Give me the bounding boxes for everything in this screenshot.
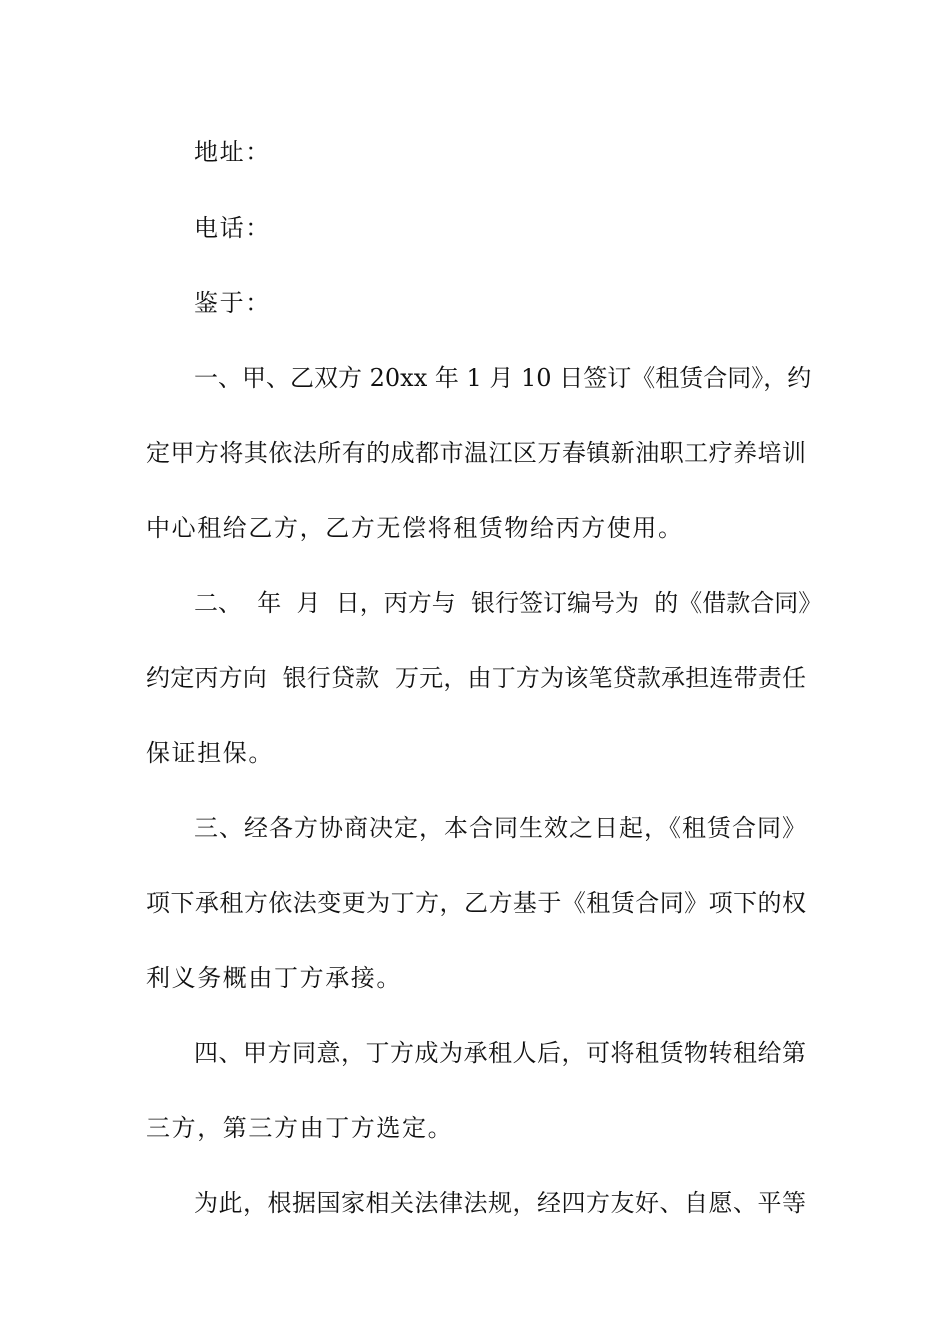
clause-3-line-2: 项下承租方依法变更为丁方，乙方基于《租赁合同》项下的权 bbox=[146, 889, 806, 917]
clause-1-line-1: 一、甲、乙双方 20xx 年 1 月 10 日签订《租赁合同》，约 bbox=[194, 364, 812, 392]
conclusion-line-1: 为此，根据国家相关法律法规，经四方友好、自愿、平等 bbox=[194, 1189, 806, 1217]
clause-2-line-3: 保证担保。 bbox=[146, 739, 274, 767]
phone-label: 电话： bbox=[194, 214, 271, 242]
clause-2-line-2: 约定丙方向 银行贷款 万元，由丁方为该笔贷款承担连带责任 bbox=[146, 664, 806, 692]
clause-4-line-2: 三方，第三方由丁方选定。 bbox=[146, 1114, 454, 1142]
address-label: 地址： bbox=[194, 138, 271, 166]
clause-1-line-2: 定甲方将其依法所有的成都市温江区万春镇新油职工疗养培训 bbox=[146, 439, 806, 467]
clause-3-line-1: 三、经各方协商决定，本合同生效之日起，《租赁合同》 bbox=[194, 814, 806, 842]
clause-3-line-3: 利义务概由丁方承接。 bbox=[146, 964, 402, 992]
clause-1-line-3: 中心租给乙方，乙方无偿将租赁物给丙方使用。 bbox=[146, 514, 684, 542]
clause-4-line-1: 四、甲方同意，丁方成为承租人后，可将租赁物转租给第 bbox=[194, 1039, 806, 1067]
clause-2-line-1: 二、 年 月 日，丙方与 银行签订编号为 的《借款合同》 bbox=[194, 589, 823, 617]
whereas-label: 鉴于： bbox=[194, 289, 271, 317]
